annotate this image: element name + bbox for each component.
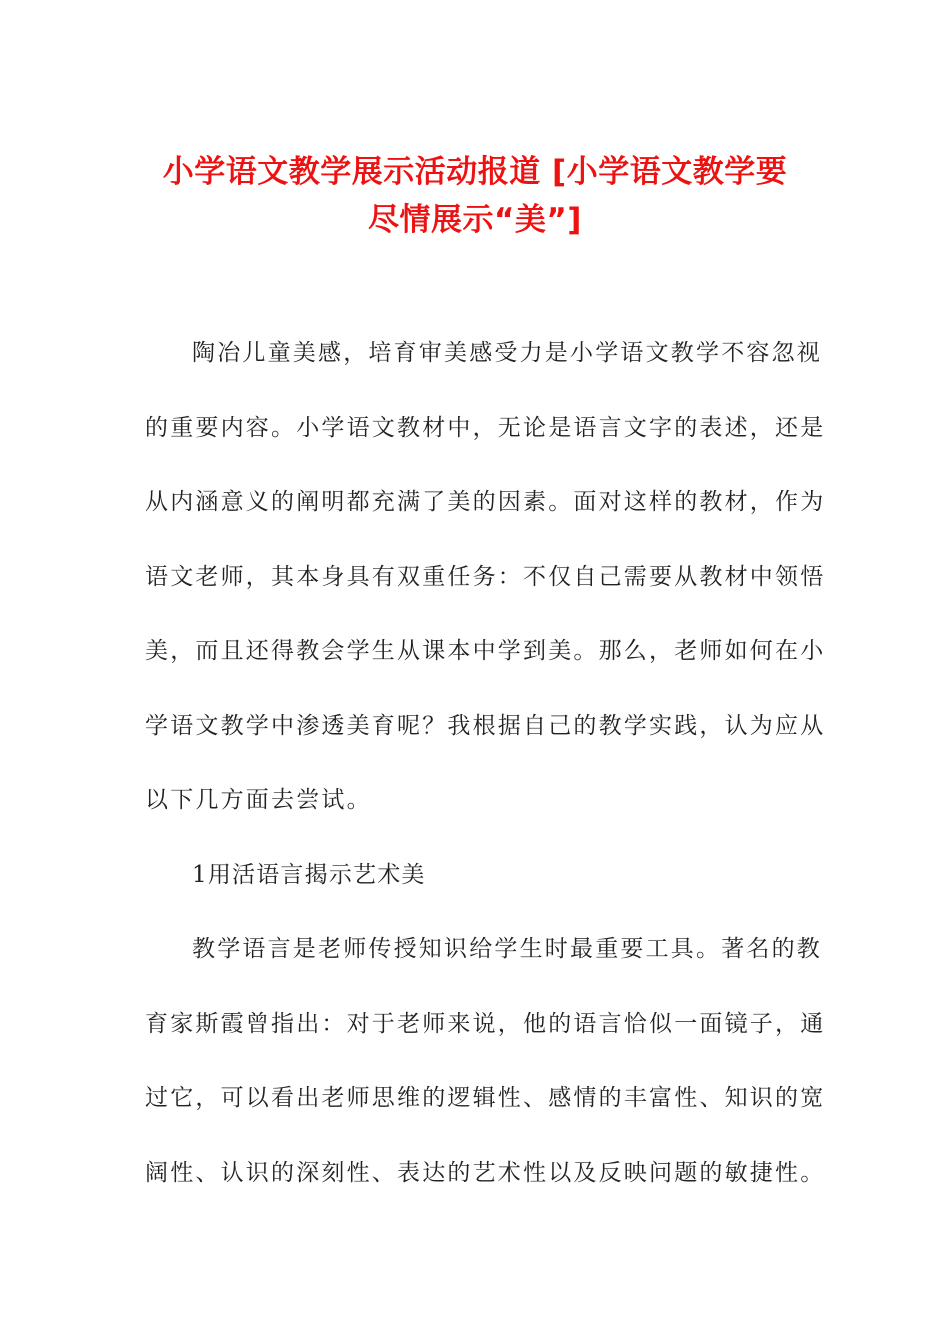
text-line: 的重要内容。小学语文教材中，无论是语言文字的表述，还是: [145, 414, 826, 441]
text-line: 陶冶儿童美感，培育审美感受力是小学语文教学不容忽视: [192, 340, 822, 366]
text-line: 美，而且还得教会学生从课本中学到美。那么，老师如何在小: [145, 638, 826, 664]
text-line: 语文老师，其本身具有双重任务：不仅自己需要从教材中领悟: [145, 563, 826, 590]
text-line: 阔性、认识的深刻性、表达的艺术性以及反映问题的敏捷性。: [145, 1159, 826, 1186]
title-line-1: 小学语文教学展示活动报道 [小学语文教学要: [162, 154, 788, 190]
text-line: 从内涵意义的阐明都充满了美的因素。面对这样的教材，作为: [145, 489, 826, 515]
document-body: [145, 316, 826, 1210]
paragraph-teaching-language: [145, 912, 826, 1210]
section-heading: [145, 838, 795, 913]
text-line: 学语文教学中渗透美育呢？我根据自己的教学实践，认为应从: [145, 712, 826, 739]
text-line: 教学语言是老师传授知识给学生时最重要工具。著名的教: [192, 936, 822, 962]
title-line-2: 尽情展示“美”]: [368, 202, 582, 238]
paragraph-intro: [145, 316, 826, 838]
text-line: 过它，可以看出老师思维的逻辑性、感情的丰富性、知识的宽: [145, 1085, 826, 1111]
document-title: [120, 148, 830, 244]
section-heading-text: 1用活语言揭示艺术美: [192, 861, 426, 888]
text-line: 育家斯霞曾指出：对于老师来说，他的语言恰似一面镜子，通: [145, 1010, 826, 1037]
text-line: 以下几方面去尝试。: [145, 787, 372, 813]
